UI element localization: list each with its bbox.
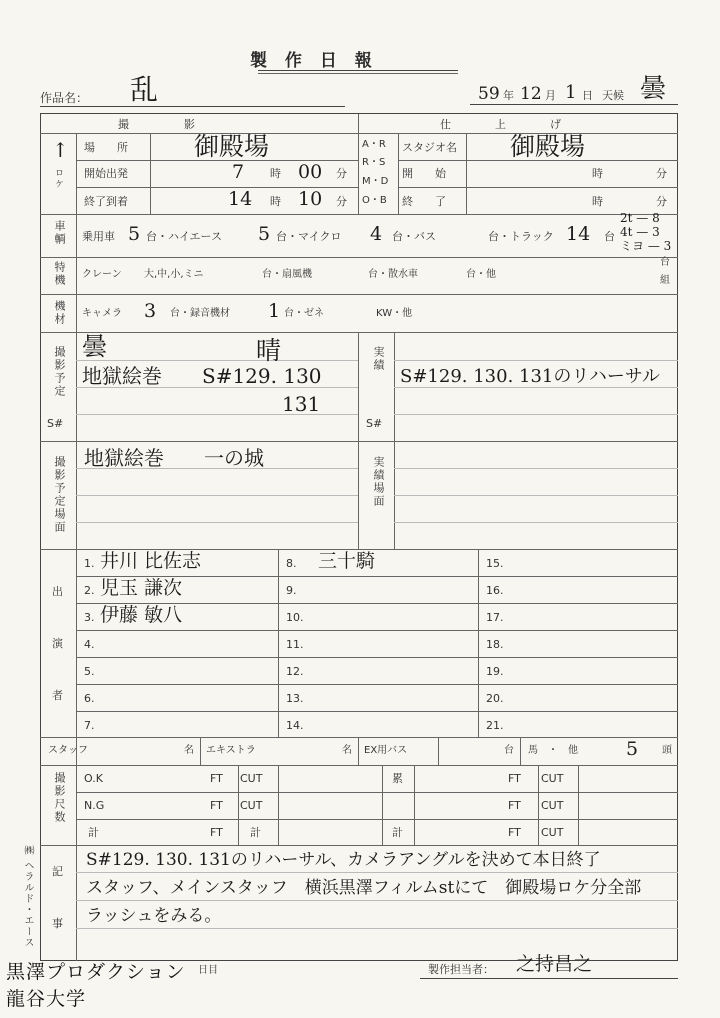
car-count: 5 [128,223,141,245]
cast-no: 17. [486,611,504,624]
code-md: M・D [362,176,389,187]
staff-unit: 名 [184,745,194,756]
cast-no: 14. [286,719,304,732]
code-ob: O・B [362,195,387,206]
actual-places-label: 実績場面 [372,456,385,508]
hiace-label: 台・ハイエース [146,230,223,243]
notes-line-1: S#129. 130. 131のリハーサル、カメラアングルを決めて本日終了 [86,850,601,870]
cast-name: 井川 比佐志 [100,550,202,572]
sprinkler-label: 台・散水車 [368,269,418,280]
depart-hour: 7 [232,161,245,183]
planned-scenes-line1: 地獄絵巻 S#129. 130 [82,364,322,388]
cast-no: 4. [84,638,95,651]
depart-min-unit: 分 [336,167,347,180]
film-ok-label: O.K [84,772,103,785]
arrive-min: 10 [298,188,323,210]
car-label: 乗用車 [82,230,115,243]
film-ng-ft: FT [210,799,223,812]
truck-unit: 台 [604,230,615,243]
cast-no: 18. [486,638,504,651]
code-rs: R・S [362,157,386,168]
film-ng-cut: CUT [240,799,263,812]
days-label: 日目 [198,965,218,976]
cast-no: 8. [286,557,297,570]
extra-unit: 名 [342,745,352,756]
crane-sizes: 大,中,小,ミニ [144,269,204,280]
horse-unit: 頭 [662,745,672,756]
special-other-label: 台・他 [466,269,496,280]
planned-weather-sunny: 晴 [256,336,282,365]
film-cum-cut-3: CUT [541,826,564,839]
equipment-label: 機材 [53,300,66,326]
loca-mark: ↑ [52,138,69,162]
cast-no: 2. [84,584,95,597]
planned-places-text: 地獄絵巻 一の城 [84,446,264,470]
film-ok-cut: CUT [240,772,263,785]
finishing-header: 仕 上 げ [440,118,561,131]
actual-scenes-label: 実績 [372,346,385,372]
code-ar: A・R [362,139,386,150]
film-label: 撮影尺数 [53,772,66,824]
film-cum-ft-1: FT [508,772,521,785]
film-cumulative-label: 累 [392,772,403,785]
cast-label-1: 出 [52,585,63,598]
finish-end-min-unit: 分 [656,195,667,208]
cast-no: 3. [84,611,95,624]
vehicles-label: 車輌 [53,220,66,246]
planned-places-label: 撮影予定場面 [53,456,66,534]
depart-min: 00 [298,161,323,183]
horse-label: 馬 ・ 他 [528,745,578,756]
cast-name: 児玉 謙次 [100,577,183,599]
truck-label: 台・トラック [488,230,554,243]
arrive-label: 終了到着 [84,195,128,208]
depart-label: 開始出発 [84,167,128,180]
hiace-count: 5 [258,223,271,245]
notes-label-1: 記 [52,865,63,878]
cast-no: 9. [286,584,297,597]
camera-label: キャメラ [82,308,122,319]
notes-label-2: 事 [52,917,63,930]
film-cum-ft-2: FT [508,799,521,812]
actual-scenes-sharp: S# [366,417,383,430]
cast-no: 7. [84,719,95,732]
film-ok-ft: FT [210,772,223,785]
film-cum-cut-1: CUT [541,772,564,785]
weather-value: 曇 [640,74,667,104]
date-month: 12 [520,84,542,104]
cast-no: 10. [286,611,304,624]
kw-label: KW・他 [376,308,413,319]
notes-line-3: ラッシュをみる。 [86,906,222,926]
special-unit-kumi: 組 [660,275,670,286]
arrive-hour-unit: 時 [270,195,281,208]
loca-label: ロケ [53,168,63,190]
cast-label-2: 演 [52,637,63,650]
finish-start-min-unit: 分 [656,167,667,180]
cast-no: 6. [84,692,95,705]
ex-bus-label: EX用バス [364,745,408,756]
finish-end-hour-unit: 時 [592,195,603,208]
truck-count: 14 [566,223,591,245]
fan-label: 台・扇風機 [262,269,312,280]
cast-name: 伊藤 敏八 [100,604,183,626]
studio-label: スタジオ名 [402,141,457,154]
staff-label: スタッフ [48,745,88,756]
film-total-cut-label: 計 [250,826,261,839]
special-label: 特機 [53,261,66,287]
cast-name: 三十騎 [318,550,376,572]
producer-label: 製作担当者： [428,963,494,976]
sound-count: 1 [268,300,281,322]
cast-no: 12. [286,665,304,678]
cast-no: 19. [486,665,504,678]
planned-scenes-line2: 131 [282,392,321,416]
truck-note-2t: 2t — 8 [620,211,660,225]
film-ng-label: N.G [84,799,105,812]
shooting-header: 撮 影 [118,118,195,131]
depart-hour-unit: 時 [270,167,281,180]
ex-bus-unit: 台 [504,745,514,756]
publisher-side-label: ㈱ ヘラルド・エース [22,845,33,949]
location-value: 御殿場 [194,132,270,161]
studio-value: 御殿場 [510,132,586,161]
cast-no: 21. [486,719,504,732]
planned-scenes-label: 撮影予定 [53,346,66,398]
notes-line-2: スタッフ、メインスタッフ 横浜黒澤フィルムstにて 御殿場ロケ分全部 [86,878,642,898]
sound-label: 台・録音機材 [170,308,230,319]
date-year: 59 [478,84,500,104]
cast-no: 20. [486,692,504,705]
horse-count: 5 [626,738,639,760]
planned-weather-cloudy: 曇 [82,332,108,361]
actual-scenes-text: S#129. 130. 131のリハーサル [400,366,660,387]
day-label: 日 [582,89,593,102]
cast-no: 13. [286,692,304,705]
film-cum-cut-2: CUT [541,799,564,812]
truck-note-3: ミヨ — 3 [620,239,672,253]
finish-start-label: 開 始 [402,167,446,180]
arrive-min-unit: 分 [336,195,347,208]
finish-end-label: 終 了 [402,195,446,208]
date-day: 1 [565,82,577,103]
month-label: 月 [545,89,556,102]
micro-label: 台・マイクロ [276,230,342,243]
planned-scenes-sharp: S# [47,417,64,430]
weather-label: 天候 [602,89,624,102]
camera-count: 3 [144,300,157,322]
finish-start-hour-unit: 時 [592,167,603,180]
gene-label: 台・ゼネ [284,308,324,319]
film-total-label: 計 [88,826,99,839]
bus-label: 台・バス [392,230,436,243]
cast-no: 1. [84,557,95,570]
cast-label-3: 者 [52,689,63,702]
film-cumulative-total-label: 計 [392,826,403,839]
special-unit-dai: 台 [660,257,670,268]
cast-no: 16. [486,584,504,597]
archive-watermark-1: 黒澤プロダクション [6,961,186,983]
archive-watermark-2: 龍谷大学 [6,988,87,1010]
location-label: 場 所 [84,141,128,154]
extra-label: エキストラ [206,745,256,756]
cast-no: 11. [286,638,304,651]
form-title: 製 作 日 報 [250,51,378,71]
film-cum-ft-3: FT [508,826,521,839]
cast-no: 5. [84,665,95,678]
producer-name: 之持昌之 [516,953,593,975]
film-total-ft: FT [210,826,223,839]
work-name-label: 作品名： [40,91,89,105]
year-label: 年 [503,89,514,102]
work-name: 乱 [130,73,159,106]
truck-note-4t: 4t — 3 [620,225,660,239]
crane-label: クレーン [82,269,122,280]
micro-count: 4 [370,223,383,245]
arrive-hour: 14 [228,188,253,210]
cast-no: 15. [486,557,504,570]
